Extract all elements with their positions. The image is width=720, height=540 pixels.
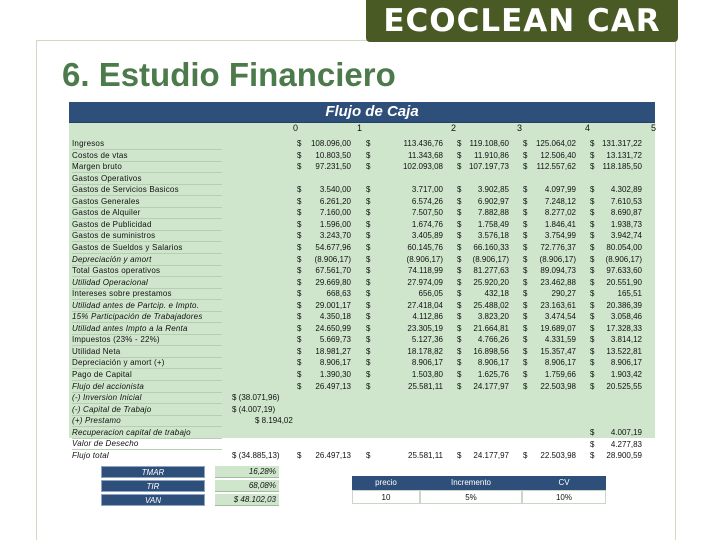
row-label: Costos de vtas: [72, 151, 128, 160]
currency-sign: $: [457, 335, 462, 344]
kpi-label-box: [101, 480, 205, 492]
investment-value: $ 8.194,02: [255, 416, 293, 425]
currency-sign: $: [457, 324, 462, 333]
cell-value: 18.981,27: [315, 347, 351, 356]
currency-sign: $: [366, 358, 371, 367]
sensitivity-cell: 10%: [522, 490, 606, 504]
cell-value: 7.507,50: [411, 208, 443, 217]
currency-sign: $: [366, 301, 371, 310]
cell-value: 8.906,17: [544, 358, 576, 367]
cell-value: 7.882,88: [477, 208, 509, 217]
row-label: Utilidad antes Impto a la Renta: [72, 324, 188, 333]
currency-sign: $: [590, 185, 595, 194]
currency-sign: $: [366, 208, 371, 217]
row-label: Ingresos: [72, 139, 105, 148]
currency-sign: $: [590, 162, 595, 171]
cell-value: 3.814,12: [610, 335, 642, 344]
cell-value: 97.231,50: [315, 162, 351, 171]
year-header: 1: [356, 123, 362, 133]
currency-sign: $: [366, 347, 371, 356]
currency-sign: $: [457, 289, 462, 298]
cell-value: 4.302,89: [610, 185, 642, 194]
cell-value: 21.664,81: [473, 324, 509, 333]
currency-sign: $: [590, 208, 595, 217]
currency-sign: $: [590, 358, 595, 367]
cell-value: 11.910,86: [474, 151, 509, 160]
cell-value: 25.920,20: [473, 278, 509, 287]
cell-value: 4.112,86: [412, 312, 443, 321]
kpi-label-box: [101, 494, 205, 506]
cell-value: 5.127,36: [411, 335, 443, 344]
cell-value: 72.776,37: [540, 243, 576, 252]
row-divider: [72, 299, 222, 300]
row-label: Flujo del accionista: [72, 382, 145, 391]
cell-value: 3.474,54: [544, 312, 576, 321]
kpi-value: 16,28%: [215, 466, 279, 478]
sensitivity-header: Incremento: [420, 476, 522, 490]
currency-sign: $: [523, 278, 528, 287]
cell-value: 7.160,00: [319, 208, 351, 217]
currency-sign: $: [523, 335, 528, 344]
currency-sign: $: [297, 382, 302, 391]
currency-sign: $: [590, 255, 595, 264]
currency-sign: $: [366, 231, 371, 240]
cell-value: 4.097,99: [544, 185, 576, 194]
currency-sign: $: [297, 266, 302, 275]
currency-sign: $: [457, 151, 462, 160]
row-label: Valor de Desecho: [72, 439, 139, 448]
cell-value: 290,27: [551, 289, 576, 298]
currency-sign: $: [590, 197, 595, 206]
row-label: Utilidad Neta: [72, 347, 121, 356]
cell-value: 25.581,11: [408, 451, 443, 460]
cell-value: 8.690,87: [610, 208, 642, 217]
currency-sign: $: [457, 347, 462, 356]
currency-sign: $: [366, 185, 371, 194]
cell-value: 165,51: [617, 289, 642, 298]
row-label: Depreciación y amort (+): [72, 358, 165, 367]
cell-value: 5.669,73: [319, 335, 351, 344]
currency-sign: $: [457, 220, 462, 229]
row-divider: [72, 368, 222, 369]
cell-value: 20.386,39: [606, 301, 642, 310]
currency-sign: $: [523, 185, 528, 194]
currency-sign: $: [457, 370, 462, 379]
table-header: [69, 102, 655, 123]
currency-sign: $: [457, 266, 462, 275]
cell-value: 20.525,55: [606, 382, 642, 391]
cell-value: 125.064,02: [535, 139, 576, 148]
cell-value: 19.689,07: [540, 324, 576, 333]
currency-sign: $: [366, 324, 371, 333]
sensitivity-cell: 10: [352, 490, 420, 504]
cell-value: 4.350,18: [319, 312, 351, 321]
row-divider: [72, 380, 222, 381]
sensitivity-header: precio: [352, 476, 420, 490]
row-label: Gastos de Servicios Basicos: [72, 185, 179, 194]
kpi-label: TIR: [146, 482, 160, 491]
currency-sign: $: [297, 312, 302, 321]
currency-sign: $: [457, 312, 462, 321]
cell-value: 656,05: [418, 289, 443, 298]
currency-sign: $: [523, 266, 528, 275]
row-divider: [72, 218, 222, 219]
row-divider: [72, 241, 222, 242]
cell-value: 1.390,30: [319, 370, 351, 379]
currency-sign: $: [297, 358, 302, 367]
cell-value: 3.243,70: [319, 231, 351, 240]
currency-sign: $: [590, 151, 595, 160]
cell-value: 102.093,08: [402, 162, 443, 171]
currency-sign: $: [297, 151, 302, 160]
currency-sign: $: [523, 370, 528, 379]
cell-value: 25.581,11: [408, 382, 443, 391]
cell-value: 8.277,02: [544, 208, 576, 217]
kpi-label: TMAR: [141, 468, 165, 477]
cell-value: 24.177,97: [473, 451, 509, 460]
cell-value: 1.903,42: [610, 370, 642, 379]
cell-value: 6.261,20: [319, 197, 351, 206]
currency-sign: $: [366, 451, 371, 460]
cell-value: 15.357,47: [540, 347, 576, 356]
cell-value: 74.118,99: [408, 266, 443, 275]
cell-value: 18.178,82: [407, 347, 443, 356]
cell-value: 23.462,88: [540, 278, 576, 287]
cell-value: 4.007,19: [610, 428, 642, 437]
cell-value: 11.343,68: [408, 151, 443, 160]
row-divider: [72, 403, 222, 404]
currency-sign: $: [523, 451, 528, 460]
year-header: 2: [450, 123, 456, 133]
cell-value: (8.906,17): [406, 255, 443, 264]
kpi-label-box: [101, 466, 205, 478]
cell-value: 16.898,56: [473, 347, 509, 356]
row-label: Margen bruto: [72, 162, 122, 171]
currency-sign: $: [297, 255, 302, 264]
currency-sign: $: [523, 324, 528, 333]
cell-value: 131.317,22: [601, 139, 642, 148]
currency-sign: $: [457, 358, 462, 367]
cell-value: (8.906,17): [472, 255, 509, 264]
cell-value: 1.596,00: [319, 220, 351, 229]
row-divider: [72, 322, 222, 323]
cell-value: 112.557,62: [536, 162, 576, 171]
currency-sign: $: [297, 278, 302, 287]
currency-sign: $: [366, 266, 371, 275]
currency-sign: $: [297, 139, 302, 148]
cell-value: 7.248,12: [544, 197, 576, 206]
year-header: 3: [516, 123, 522, 133]
currency-sign: $: [366, 278, 371, 287]
currency-sign: $: [366, 243, 371, 252]
cell-value: 81.277,63: [473, 266, 509, 275]
currency-sign: $: [366, 139, 371, 148]
currency-sign: $: [523, 289, 528, 298]
currency-sign: $: [297, 197, 302, 206]
currency-sign: $: [297, 347, 302, 356]
cell-value: (8.906,17): [605, 255, 642, 264]
currency-sign: $: [366, 151, 371, 160]
cell-value: 113.436,76: [403, 139, 443, 148]
currency-sign: $: [523, 382, 528, 391]
cell-value: 26.497,13: [315, 451, 351, 460]
cell-value: 8.906,17: [610, 358, 642, 367]
currency-sign: $: [523, 358, 528, 367]
currency-sign: $: [590, 289, 595, 298]
currency-sign: $: [523, 347, 528, 356]
cell-value: 668,63: [326, 289, 351, 298]
cell-value: 118.185,50: [602, 162, 642, 171]
currency-sign: $: [297, 231, 302, 240]
currency-sign: $: [457, 451, 462, 460]
cell-value: (8.906,17): [314, 255, 351, 264]
cell-value: 6.574,26: [411, 197, 443, 206]
brand-logo: [366, 0, 678, 42]
cell-value: 107.197,73: [468, 162, 509, 171]
sensitivity-cell: 5%: [420, 490, 522, 504]
currency-sign: $: [366, 312, 371, 321]
cell-value: 3.405,89: [411, 231, 443, 240]
currency-sign: $: [457, 185, 462, 194]
cell-value: 3.823,20: [477, 312, 509, 321]
row-divider: [72, 449, 222, 450]
cell-value: 13.522,81: [606, 347, 642, 356]
currency-sign: $: [590, 324, 595, 333]
row-label: Impuestos (23% - 22%): [72, 335, 160, 344]
cell-value: 8.906,17: [319, 358, 351, 367]
cell-value: 97.633,60: [606, 266, 642, 275]
investment-value: $ (38.071,96): [232, 393, 280, 402]
flujo-total-year0: $ (34.885,13): [232, 451, 280, 460]
cell-value: 12.506,40: [540, 151, 576, 160]
cell-value: 3.754,99: [544, 231, 576, 240]
cell-value: 60.145,76: [407, 243, 443, 252]
cell-value: 3.540,00: [319, 185, 351, 194]
row-label: Gastos de Alquiler: [72, 208, 141, 217]
cell-value: 22.503,98: [540, 451, 576, 460]
row-label: Flujo total: [72, 451, 109, 460]
currency-sign: $: [590, 139, 595, 148]
row-label: Utilidad Operacional: [72, 278, 149, 287]
row-divider: [72, 345, 222, 346]
cell-value: 10.803,50: [315, 151, 351, 160]
cell-value: 66.160,33: [473, 243, 509, 252]
row-divider: [72, 149, 222, 150]
currency-sign: $: [523, 208, 528, 217]
currency-sign: $: [457, 139, 462, 148]
row-label: Gastos Operativos: [72, 174, 142, 183]
row-label: (-) Inversion Inicial: [72, 393, 142, 402]
currency-sign: $: [523, 162, 528, 171]
cell-value: 3.058,46: [610, 312, 642, 321]
currency-sign: $: [590, 278, 595, 287]
row-divider: [72, 276, 222, 277]
currency-sign: $: [523, 220, 528, 229]
row-divider: [72, 426, 222, 427]
row-divider: [72, 172, 222, 173]
currency-sign: $: [297, 301, 302, 310]
row-label: Pago de Capital: [72, 370, 132, 379]
row-label: Gastos de suministros: [72, 231, 156, 240]
row-label: Depreciación y amort: [72, 255, 152, 264]
currency-sign: $: [297, 370, 302, 379]
cell-value: 26.497,13: [315, 382, 351, 391]
cell-value: 432,18: [484, 289, 509, 298]
kpi-value: $ 48.102,03: [215, 494, 279, 506]
investment-value: $ (4.007,19): [232, 405, 276, 414]
cell-value: 8.906,17: [477, 358, 509, 367]
year-header: 4: [584, 123, 590, 133]
cell-value: (8.906,17): [539, 255, 576, 264]
cell-value: 23.305,19: [407, 324, 443, 333]
currency-sign: $: [457, 208, 462, 217]
cell-value: 25.488,02: [473, 301, 509, 310]
cell-value: 8.906,17: [411, 358, 443, 367]
cell-value: 67.561,70: [315, 266, 351, 275]
currency-sign: $: [366, 382, 371, 391]
cell-value: 1.846,41: [544, 220, 576, 229]
cell-value: 1.758,49: [477, 220, 509, 229]
currency-sign: $: [590, 266, 595, 275]
cell-value: 1.503,80: [411, 370, 443, 379]
currency-sign: $: [457, 255, 462, 264]
currency-sign: $: [366, 335, 371, 344]
row-label: Total Gastos operativos: [72, 266, 161, 275]
cell-value: 27.974,09: [407, 278, 443, 287]
currency-sign: $: [523, 197, 528, 206]
currency-sign: $: [297, 243, 302, 252]
cell-value: 3.942,74: [610, 231, 642, 240]
currency-sign: $: [590, 243, 595, 252]
cell-value: 108.096,00: [310, 139, 351, 148]
row-label: Gastos de Sueldos y Salarios: [72, 243, 183, 252]
cell-value: 27.418,04: [407, 301, 443, 310]
row-label: Gastos Generales: [72, 197, 140, 206]
row-label: Recuperacion capital de trabajo: [72, 428, 191, 437]
currency-sign: $: [523, 151, 528, 160]
currency-sign: $: [297, 324, 302, 333]
currency-sign: $: [297, 162, 302, 171]
currency-sign: $: [457, 231, 462, 240]
cell-value: 4.766,26: [477, 335, 509, 344]
currency-sign: $: [523, 255, 528, 264]
currency-sign: $: [297, 335, 302, 344]
cell-value: 17.328,33: [606, 324, 642, 333]
currency-sign: $: [297, 185, 302, 194]
year-header: 0: [292, 123, 298, 133]
currency-sign: $: [590, 382, 595, 391]
cell-value: 3.717,00: [411, 185, 443, 194]
brand-name: ECOCLEAN CAR: [383, 3, 661, 39]
currency-sign: $: [457, 197, 462, 206]
currency-sign: $: [523, 312, 528, 321]
cell-value: 20.551,90: [606, 278, 642, 287]
currency-sign: $: [457, 162, 462, 171]
currency-sign: $: [523, 231, 528, 240]
cell-value: 24.177,97: [473, 382, 509, 391]
currency-sign: $: [366, 289, 371, 298]
currency-sign: $: [590, 301, 595, 310]
cell-value: 29.001,17: [315, 301, 351, 310]
row-label: (-) Capital de Trabajo: [72, 405, 152, 414]
currency-sign: $: [590, 428, 595, 437]
cell-value: 13.131,72: [606, 151, 642, 160]
cell-value: 1.625,76: [477, 370, 509, 379]
row-label: 15% Participación de Trabajadores: [72, 312, 203, 321]
cell-value: 80.054,00: [606, 243, 642, 252]
currency-sign: $: [523, 243, 528, 252]
kpi-label: VAN: [144, 496, 161, 505]
currency-sign: $: [366, 255, 371, 264]
currency-sign: $: [523, 301, 528, 310]
cell-value: 119.108,60: [469, 139, 509, 148]
currency-sign: $: [297, 289, 302, 298]
cell-value: 1.759,66: [544, 370, 576, 379]
cell-value: 1.674,76: [411, 220, 443, 229]
row-label: (+) Prestamo: [72, 416, 121, 425]
sensitivity-header: CV: [522, 476, 606, 490]
currency-sign: $: [457, 278, 462, 287]
currency-sign: $: [523, 139, 528, 148]
cell-value: 54.677,96: [315, 243, 351, 252]
currency-sign: $: [590, 312, 595, 321]
currency-sign: $: [590, 335, 595, 344]
cell-value: 29.669,80: [315, 278, 351, 287]
cell-value: 3.576,18: [477, 231, 509, 240]
currency-sign: $: [590, 451, 595, 460]
cell-value: 6.902,97: [477, 197, 509, 206]
year-header: 5: [650, 123, 656, 133]
row-label: Gastos de Publicidad: [72, 220, 152, 229]
currency-sign: $: [366, 370, 371, 379]
currency-sign: $: [590, 440, 595, 449]
row-label: Utilidad antes de Partcip. e Impto.: [72, 301, 200, 310]
kpi-value: 68,08%: [215, 480, 279, 492]
cell-value: 24.650,99: [315, 324, 351, 333]
cell-value: 4.331,59: [544, 335, 576, 344]
slide-title: 6. Estudio Financiero: [62, 56, 396, 93]
cell-value: 7.610,53: [610, 197, 642, 206]
cell-value: 89.094,73: [540, 266, 576, 275]
cell-value: 1.938,73: [610, 220, 642, 229]
row-divider: [72, 253, 222, 254]
row-divider: [72, 195, 222, 196]
currency-sign: $: [457, 301, 462, 310]
currency-sign: $: [590, 370, 595, 379]
table-title: Flujo de Caja: [325, 103, 419, 120]
currency-sign: $: [590, 231, 595, 240]
cell-value: 4.277,83: [610, 440, 642, 449]
cell-value: 23.163,61: [540, 301, 576, 310]
currency-sign: $: [297, 451, 302, 460]
currency-sign: $: [590, 347, 595, 356]
cell-value: 28.900,59: [606, 451, 642, 460]
cell-value: 22.503,98: [540, 382, 576, 391]
currency-sign: $: [297, 208, 302, 217]
currency-sign: $: [457, 243, 462, 252]
cell-value: 3.902,85: [477, 185, 509, 194]
currency-sign: $: [366, 197, 371, 206]
currency-sign: $: [457, 382, 462, 391]
row-label: Intereses sobre prestamos: [72, 289, 172, 298]
currency-sign: $: [366, 162, 371, 171]
currency-sign: $: [590, 220, 595, 229]
currency-sign: $: [366, 220, 371, 229]
currency-sign: $: [297, 220, 302, 229]
